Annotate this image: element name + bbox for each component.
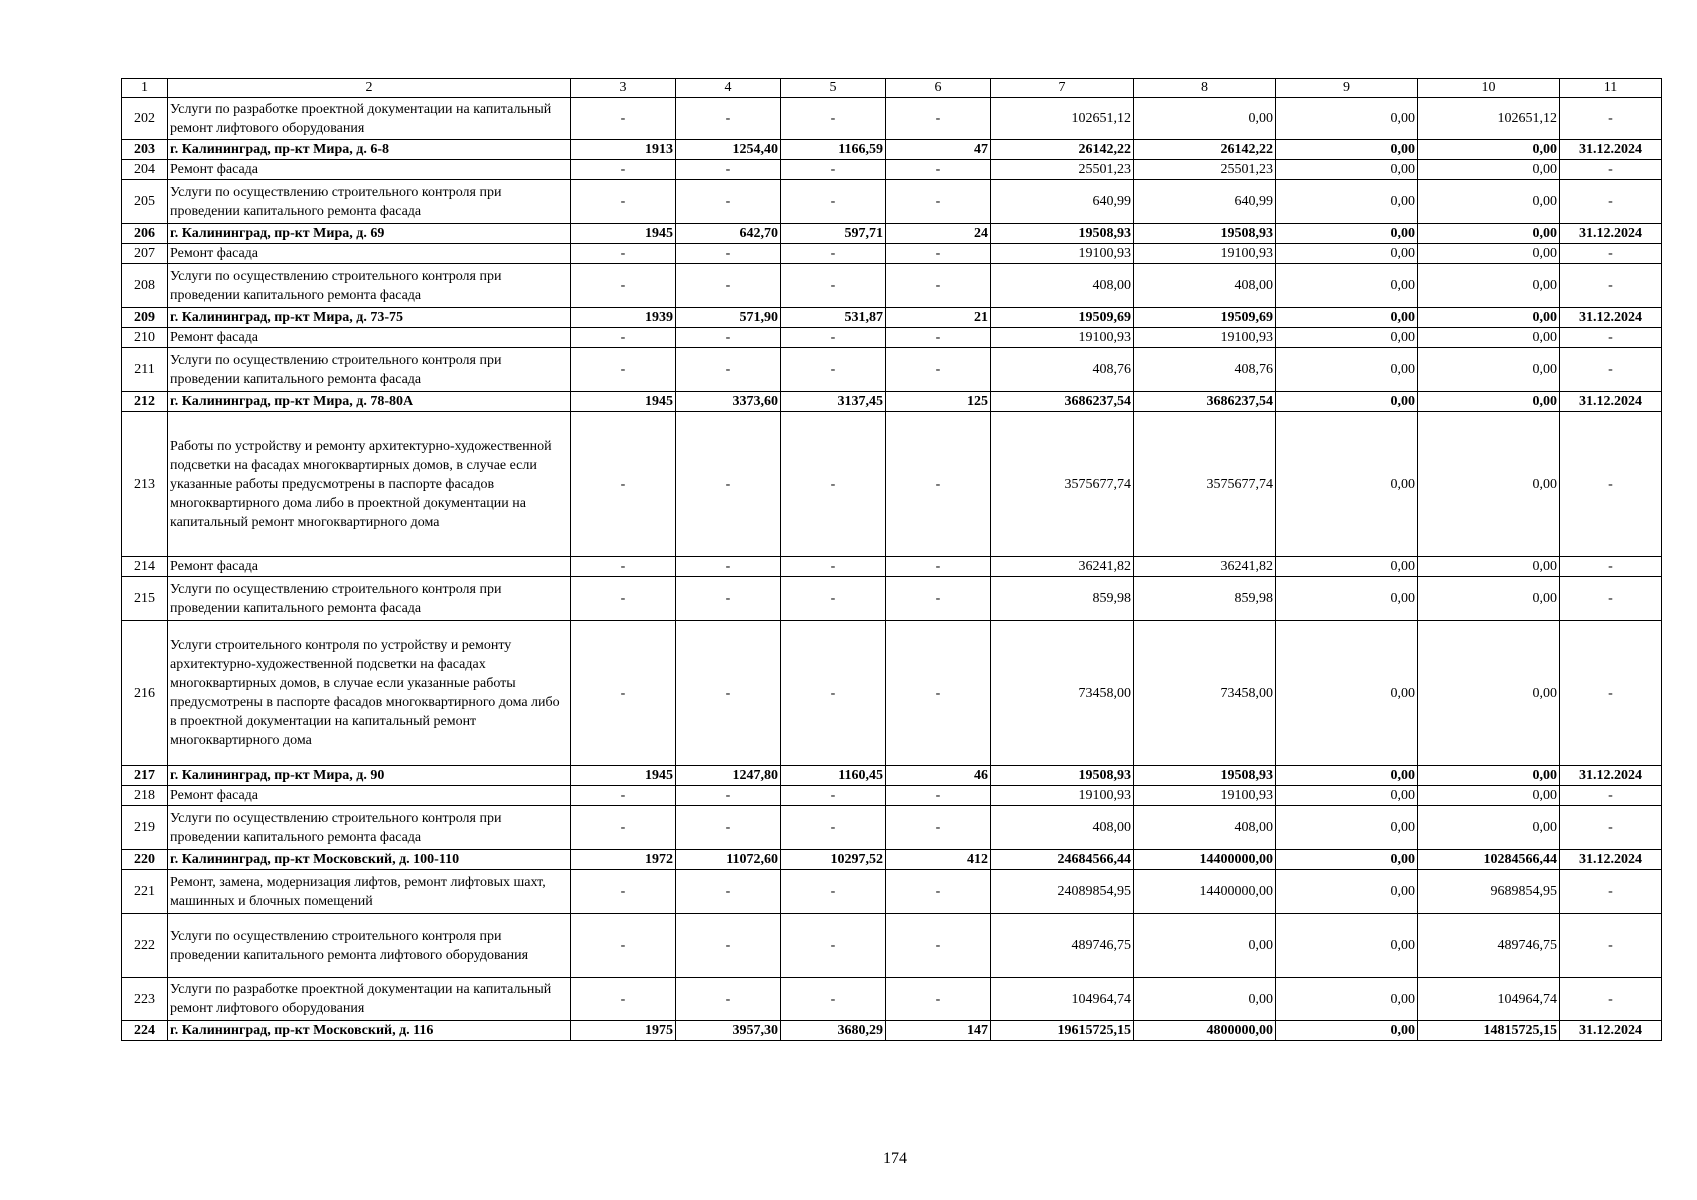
- table-cell: 223: [122, 978, 168, 1021]
- table-cell: -: [676, 577, 781, 621]
- table-cell: -: [781, 914, 886, 978]
- table-cell: 408,00: [991, 806, 1134, 850]
- table-cell: 0,00: [1276, 978, 1418, 1021]
- table-cell: 210: [122, 328, 168, 348]
- table-row: [122, 348, 1662, 392]
- table-cell: -: [1560, 914, 1662, 978]
- table-cell: -: [571, 621, 676, 766]
- table-cell: 0,00: [1134, 978, 1276, 1021]
- table-row: [122, 180, 1662, 224]
- table-cell: 0,00: [1418, 786, 1560, 806]
- table-cell: 207: [122, 244, 168, 264]
- table-cell: 3575677,74: [991, 412, 1134, 557]
- table-cell: -: [1560, 870, 1662, 914]
- table-row: [122, 850, 1662, 870]
- table-cell: 31.12.2024: [1560, 308, 1662, 328]
- column-header: 3: [571, 79, 676, 98]
- table-cell: -: [676, 328, 781, 348]
- table-row: [122, 557, 1662, 577]
- table-cell: -: [886, 914, 991, 978]
- table-cell: 0,00: [1418, 557, 1560, 577]
- column-header: 10: [1418, 79, 1560, 98]
- table-cell: 14400000,00: [1134, 850, 1276, 870]
- table-cell: -: [886, 348, 991, 392]
- table-cell: 209: [122, 308, 168, 328]
- table-cell: -: [571, 348, 676, 392]
- table-cell: Ремонт фасада: [168, 160, 571, 180]
- table-row: [122, 224, 1662, 244]
- table-row: [122, 806, 1662, 850]
- table-cell: -: [571, 412, 676, 557]
- table-cell: 1945: [571, 224, 676, 244]
- table-cell: 412: [886, 850, 991, 870]
- table-cell: -: [1560, 786, 1662, 806]
- table-cell: г. Калининград, пр-кт Мира, д. 73-75: [168, 308, 571, 328]
- data-table: [121, 78, 1662, 1041]
- table-cell: 0,00: [1418, 264, 1560, 308]
- table-cell: 26142,22: [991, 140, 1134, 160]
- column-header: 8: [1134, 79, 1276, 98]
- table-cell: 1975: [571, 1021, 676, 1041]
- table-cell: -: [886, 180, 991, 224]
- table-cell: -: [781, 577, 886, 621]
- table-cell: 31.12.2024: [1560, 140, 1662, 160]
- table-cell: 24684566,44: [991, 850, 1134, 870]
- table-cell: 0,00: [1276, 806, 1418, 850]
- table-cell: 3957,30: [676, 1021, 781, 1041]
- table-cell: 3686237,54: [1134, 392, 1276, 412]
- table-cell: Услуги по осуществлению строительного контроля при проведении капитального ремонта фасада: [168, 577, 571, 621]
- table-cell: -: [571, 914, 676, 978]
- table-cell: -: [676, 914, 781, 978]
- table-cell: -: [781, 806, 886, 850]
- table-cell: 24: [886, 224, 991, 244]
- table-cell: 19100,93: [1134, 328, 1276, 348]
- column-header: 2: [168, 79, 571, 98]
- table-cell: 11072,60: [676, 850, 781, 870]
- table-cell: 0,00: [1418, 806, 1560, 850]
- table-row: [122, 1021, 1662, 1041]
- table-cell: 19508,93: [1134, 766, 1276, 786]
- table-cell: -: [886, 806, 991, 850]
- table-cell: -: [571, 180, 676, 224]
- table-cell: 31.12.2024: [1560, 766, 1662, 786]
- table-cell: 19508,93: [991, 224, 1134, 244]
- table-cell: -: [886, 328, 991, 348]
- table-cell: Услуги по осуществлению строительного контроля при проведении капитального ремонта фасада: [168, 180, 571, 224]
- table-cell: 4800000,00: [1134, 1021, 1276, 1041]
- table-cell: -: [676, 870, 781, 914]
- column-header: 6: [886, 79, 991, 98]
- table-cell: 0,00: [1418, 621, 1560, 766]
- table-cell: 1945: [571, 392, 676, 412]
- table-row: [122, 264, 1662, 308]
- table-cell: 19100,93: [1134, 244, 1276, 264]
- table-cell: 0,00: [1276, 786, 1418, 806]
- table-cell: 1160,45: [781, 766, 886, 786]
- table-cell: 0,00: [1276, 328, 1418, 348]
- table-row: [122, 98, 1662, 140]
- table-cell: -: [676, 98, 781, 140]
- table-cell: 14815725,15: [1418, 1021, 1560, 1041]
- table-cell: -: [781, 348, 886, 392]
- table-cell: 0,00: [1134, 98, 1276, 140]
- table-row: [122, 140, 1662, 160]
- table-cell: 221: [122, 870, 168, 914]
- table-cell: 31.12.2024: [1560, 850, 1662, 870]
- table-cell: 1913: [571, 140, 676, 160]
- table-cell: -: [886, 98, 991, 140]
- table-cell: 19100,93: [991, 328, 1134, 348]
- table-row: [122, 914, 1662, 978]
- table-cell: Услуги по осуществлению строительного контроля при проведении капитального ремонта фасада: [168, 264, 571, 308]
- table-cell: -: [571, 264, 676, 308]
- table-cell: -: [676, 806, 781, 850]
- table-cell: -: [886, 870, 991, 914]
- page-number: 174: [883, 1150, 907, 1167]
- table-cell: 0,00: [1276, 244, 1418, 264]
- table-cell: г. Калининград, пр-кт Мира, д. 6-8: [168, 140, 571, 160]
- table-cell: 0,00: [1276, 850, 1418, 870]
- table-cell: -: [886, 557, 991, 577]
- table-row: [122, 392, 1662, 412]
- column-header: 5: [781, 79, 886, 98]
- table-cell: -: [571, 806, 676, 850]
- table-cell: 0,00: [1276, 557, 1418, 577]
- table-cell: Услуги по разработке проектной документации на капитальный ремонт лифтового оборудования: [168, 978, 571, 1021]
- table-cell: 222: [122, 914, 168, 978]
- table-cell: -: [886, 160, 991, 180]
- table-cell: -: [676, 244, 781, 264]
- table-cell: -: [571, 557, 676, 577]
- table-cell: -: [886, 264, 991, 308]
- table-cell: г. Калининград, пр-кт Московский, д. 100-110: [168, 850, 571, 870]
- table-cell: 25501,23: [991, 160, 1134, 180]
- table-cell: -: [781, 621, 886, 766]
- table-cell: -: [1560, 412, 1662, 557]
- table-cell: 1166,59: [781, 140, 886, 160]
- table-cell: 408,76: [991, 348, 1134, 392]
- table-cell: 0,00: [1276, 348, 1418, 392]
- column-header: 9: [1276, 79, 1418, 98]
- table-cell: Услуги по разработке проектной документации на капитальный ремонт лифтового оборудования: [168, 98, 571, 140]
- table-cell: Ремонт фасада: [168, 557, 571, 577]
- table-cell: 0,00: [1276, 140, 1418, 160]
- table-cell: г. Калининград, пр-кт Мира, д. 78-80А: [168, 392, 571, 412]
- table-cell: -: [676, 412, 781, 557]
- table-cell: 0,00: [1418, 766, 1560, 786]
- table-cell: -: [781, 160, 886, 180]
- table-cell: -: [1560, 621, 1662, 766]
- table-cell: -: [1560, 557, 1662, 577]
- table-cell: -: [781, 412, 886, 557]
- table-cell: 211: [122, 348, 168, 392]
- table-cell: 147: [886, 1021, 991, 1041]
- table-cell: 0,00: [1418, 160, 1560, 180]
- table-cell: 408,00: [1134, 264, 1276, 308]
- table-cell: -: [781, 264, 886, 308]
- table-cell: 489746,75: [1418, 914, 1560, 978]
- table-cell: -: [1560, 264, 1662, 308]
- table-row: [122, 621, 1662, 766]
- table-cell: 203: [122, 140, 168, 160]
- table-cell: 31.12.2024: [1560, 392, 1662, 412]
- table-cell: -: [571, 98, 676, 140]
- table-cell: 25501,23: [1134, 160, 1276, 180]
- table-cell: Услуги по осуществлению строительного контроля при проведении капитального ремонта фасада: [168, 806, 571, 850]
- table-cell: 46: [886, 766, 991, 786]
- table-cell: -: [571, 978, 676, 1021]
- table-cell: -: [571, 328, 676, 348]
- table-cell: -: [1560, 180, 1662, 224]
- table-cell: 408,00: [991, 264, 1134, 308]
- table-cell: 202: [122, 98, 168, 140]
- table-cell: 1972: [571, 850, 676, 870]
- table-cell: 3686237,54: [991, 392, 1134, 412]
- table-cell: 571,90: [676, 308, 781, 328]
- table-cell: 0,00: [1276, 412, 1418, 557]
- table-cell: 0,00: [1418, 224, 1560, 244]
- table-cell: 408,76: [1134, 348, 1276, 392]
- table-cell: 0,00: [1276, 224, 1418, 244]
- table-cell: 10297,52: [781, 850, 886, 870]
- table-cell: 0,00: [1418, 180, 1560, 224]
- table-cell: 0,00: [1134, 914, 1276, 978]
- table-cell: -: [1560, 160, 1662, 180]
- table-cell: 14400000,00: [1134, 870, 1276, 914]
- table-cell: 0,00: [1276, 160, 1418, 180]
- table-cell: 642,70: [676, 224, 781, 244]
- table-cell: -: [571, 786, 676, 806]
- table-cell: -: [1560, 328, 1662, 348]
- table-cell: 19509,69: [991, 308, 1134, 328]
- table-cell: -: [1560, 806, 1662, 850]
- column-header: 1: [122, 79, 168, 98]
- table-row: [122, 412, 1662, 557]
- table-cell: 214: [122, 557, 168, 577]
- table-cell: Ремонт фасада: [168, 786, 571, 806]
- column-header: 7: [991, 79, 1134, 98]
- table-cell: 73458,00: [1134, 621, 1276, 766]
- table-cell: 0,00: [1276, 1021, 1418, 1041]
- table-cell: 215: [122, 577, 168, 621]
- column-header: 4: [676, 79, 781, 98]
- table-cell: 0,00: [1276, 264, 1418, 308]
- table-cell: 1939: [571, 308, 676, 328]
- table-cell: 0,00: [1418, 140, 1560, 160]
- table-cell: 47: [886, 140, 991, 160]
- table-cell: 206: [122, 224, 168, 244]
- table-row: [122, 308, 1662, 328]
- table-cell: 3575677,74: [1134, 412, 1276, 557]
- table-cell: -: [781, 328, 886, 348]
- table-cell: 24089854,95: [991, 870, 1134, 914]
- table-cell: -: [676, 160, 781, 180]
- table-cell: -: [886, 244, 991, 264]
- table-row: [122, 577, 1662, 621]
- table-cell: 208: [122, 264, 168, 308]
- table-cell: 3680,29: [781, 1021, 886, 1041]
- table-cell: 1247,80: [676, 766, 781, 786]
- table-cell: -: [1560, 978, 1662, 1021]
- table-cell: 489746,75: [991, 914, 1134, 978]
- table-cell: -: [781, 557, 886, 577]
- table-cell: 104964,74: [1418, 978, 1560, 1021]
- table-cell: г. Калининград, пр-кт Московский, д. 116: [168, 1021, 571, 1041]
- table-cell: 408,00: [1134, 806, 1276, 850]
- table-cell: 3137,45: [781, 392, 886, 412]
- table-cell: Ремонт, замена, модернизация лифтов, ремонт лифтовых шахт, машинных и блочных помещений: [168, 870, 571, 914]
- table-cell: Ремонт фасада: [168, 328, 571, 348]
- table-cell: 0,00: [1276, 914, 1418, 978]
- table-cell: 19509,69: [1134, 308, 1276, 328]
- table-cell: -: [781, 244, 886, 264]
- table-cell: 0,00: [1276, 98, 1418, 140]
- table-cell: 0,00: [1418, 348, 1560, 392]
- table-cell: -: [781, 98, 886, 140]
- table-cell: 10284566,44: [1418, 850, 1560, 870]
- table-cell: 204: [122, 160, 168, 180]
- table-cell: 19100,93: [1134, 786, 1276, 806]
- table-cell: -: [886, 786, 991, 806]
- table-cell: 26142,22: [1134, 140, 1276, 160]
- table-cell: -: [676, 180, 781, 224]
- table-cell: -: [676, 978, 781, 1021]
- table-cell: 1254,40: [676, 140, 781, 160]
- table-cell: 0,00: [1276, 392, 1418, 412]
- table-cell: -: [1560, 244, 1662, 264]
- table-cell: 3373,60: [676, 392, 781, 412]
- table-cell: 219: [122, 806, 168, 850]
- table-cell: 36241,82: [991, 557, 1134, 577]
- table-cell: 0,00: [1418, 412, 1560, 557]
- table-cell: 31.12.2024: [1560, 224, 1662, 244]
- table-cell: 0,00: [1276, 577, 1418, 621]
- column-header: 11: [1560, 79, 1662, 98]
- table-cell: 640,99: [991, 180, 1134, 224]
- table-cell: 216: [122, 621, 168, 766]
- table-cell: -: [886, 412, 991, 557]
- table-cell: -: [886, 621, 991, 766]
- table-cell: 19100,93: [991, 244, 1134, 264]
- table-cell: 212: [122, 392, 168, 412]
- table-cell: г. Калининград, пр-кт Мира, д. 90: [168, 766, 571, 786]
- table-cell: -: [571, 577, 676, 621]
- table-cell: 19508,93: [1134, 224, 1276, 244]
- table-cell: 31.12.2024: [1560, 1021, 1662, 1041]
- table-cell: -: [1560, 577, 1662, 621]
- table-cell: -: [781, 786, 886, 806]
- table-cell: 0,00: [1276, 870, 1418, 914]
- table-cell: -: [676, 557, 781, 577]
- table-cell: 640,99: [1134, 180, 1276, 224]
- table-cell: Услуги по осуществлению строительного контроля при проведении капитального ремонта фасада: [168, 348, 571, 392]
- table-cell: -: [886, 577, 991, 621]
- table-cell: 0,00: [1418, 328, 1560, 348]
- table-cell: 0,00: [1418, 244, 1560, 264]
- table-cell: 0,00: [1276, 766, 1418, 786]
- table-cell: -: [886, 978, 991, 1021]
- table-row: [122, 786, 1662, 806]
- table-cell: 125: [886, 392, 991, 412]
- table-cell: 9689854,95: [1418, 870, 1560, 914]
- table-cell: 36241,82: [1134, 557, 1276, 577]
- table-cell: 220: [122, 850, 168, 870]
- table-cell: 0,00: [1418, 392, 1560, 412]
- header-row: [122, 79, 1662, 98]
- table-cell: -: [1560, 98, 1662, 140]
- table-row: [122, 870, 1662, 914]
- table-cell: 0,00: [1418, 577, 1560, 621]
- table-cell: Работы по устройству и ремонту архитектурно-художественной подсветки на фасадах многоквартирных домов, в случае если указанные работы предусмотрены в паспорте фасадов многоквартирного дома либо в проектной документации на капитальный ремонт многоквартирного дома: [168, 412, 571, 557]
- table-cell: 73458,00: [991, 621, 1134, 766]
- table-cell: 0,00: [1276, 180, 1418, 224]
- table-cell: 19100,93: [991, 786, 1134, 806]
- table-cell: 21: [886, 308, 991, 328]
- table-cell: 531,87: [781, 308, 886, 328]
- table-cell: 0,00: [1276, 621, 1418, 766]
- table-cell: 859,98: [1134, 577, 1276, 621]
- table-cell: -: [781, 978, 886, 1021]
- table-cell: 102651,12: [1418, 98, 1560, 140]
- table-cell: -: [571, 870, 676, 914]
- table-row: [122, 766, 1662, 786]
- table-cell: -: [676, 621, 781, 766]
- table-row: [122, 328, 1662, 348]
- table-cell: 19615725,15: [991, 1021, 1134, 1041]
- table-cell: 0,00: [1418, 308, 1560, 328]
- table-cell: -: [676, 786, 781, 806]
- table-cell: 859,98: [991, 577, 1134, 621]
- table-cell: -: [571, 244, 676, 264]
- table-cell: -: [781, 870, 886, 914]
- table-cell: 102651,12: [991, 98, 1134, 140]
- table-cell: 218: [122, 786, 168, 806]
- table-cell: Услуги строительного контроля по устройству и ремонту архитектурно-художественной подсветки на фасадах многоквартирных домов, в случае если указанные работы предусмотрены в паспорте фасадов многоквартирного дома либо в проектной документации на капитальный ремонт многоквартирного дома: [168, 621, 571, 766]
- table-row: [122, 978, 1662, 1021]
- table-cell: Ремонт фасада: [168, 244, 571, 264]
- table-cell: 213: [122, 412, 168, 557]
- table-cell: 0,00: [1276, 308, 1418, 328]
- table-row: [122, 244, 1662, 264]
- table-row: [122, 160, 1662, 180]
- table-cell: -: [571, 160, 676, 180]
- table-cell: 224: [122, 1021, 168, 1041]
- table-cell: Услуги по осуществлению строительного контроля при проведении капитального ремонта лифтового оборудования: [168, 914, 571, 978]
- table-cell: 19508,93: [991, 766, 1134, 786]
- table-cell: -: [676, 264, 781, 308]
- table-cell: -: [1560, 348, 1662, 392]
- table-cell: г. Калининград, пр-кт Мира, д. 69: [168, 224, 571, 244]
- table-cell: 597,71: [781, 224, 886, 244]
- table-cell: -: [781, 180, 886, 224]
- table-cell: 217: [122, 766, 168, 786]
- table-cell: -: [676, 348, 781, 392]
- table-cell: 205: [122, 180, 168, 224]
- table-cell: 104964,74: [991, 978, 1134, 1021]
- table-cell: 1945: [571, 766, 676, 786]
